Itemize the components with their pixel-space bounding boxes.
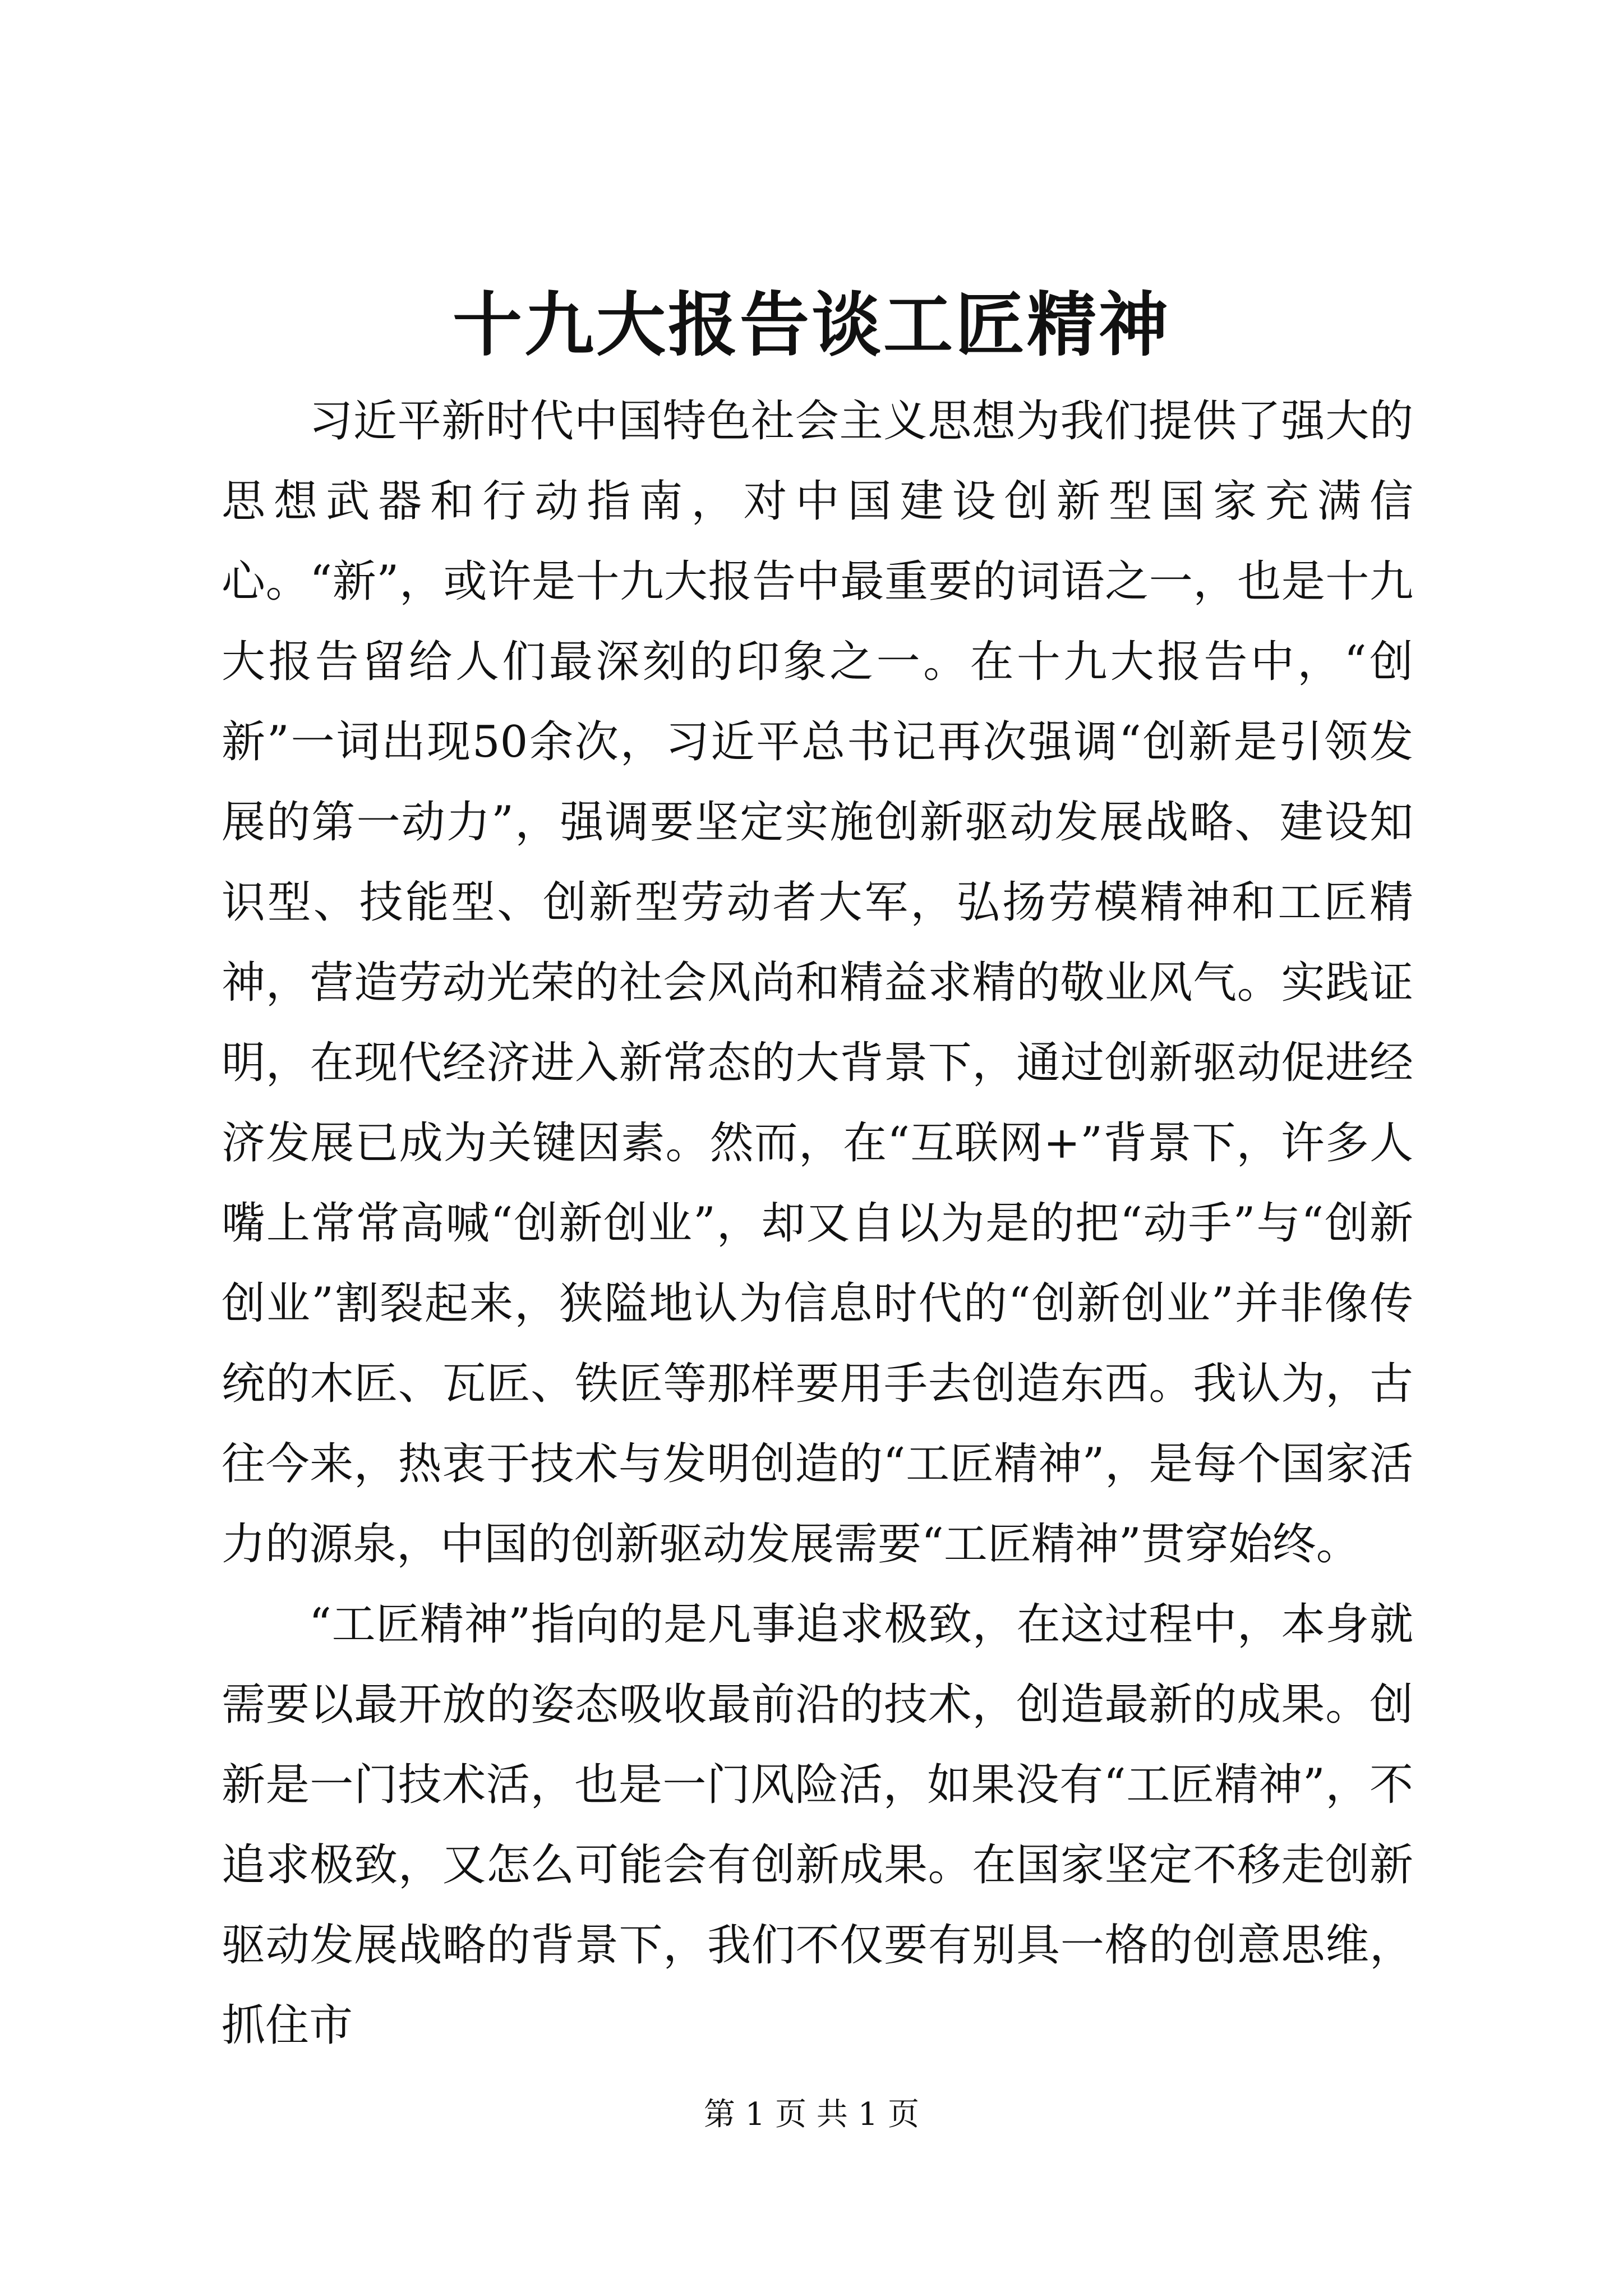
document-body bbox=[222, 381, 1413, 2066]
paragraph-2: “工匠精神”指向的是凡事追求极致，在这过程中，本身就需要以最开放的姿态吸收最前沿的技术，创造最新的成果。创新是一门技术活，也是一门风险活，如果没有“工匠精神”，不追求极致，又怎么可能会有创新成果。在国家坚定不移走创新驱动发展战略的背景下，我们不仅要有别具一格的创意思维，抓住市 bbox=[222, 1599, 1413, 2051]
paragraph-1: 习近平新时代中国特色社会主义思想为我们提供了强大的思想武器和行动指南，对中国建设创新型国家充满信心。“新”，或许是十九大报告中最重要的词语之一，也是十九大报告留给人们最深刻的印象之一。在十九大报告中，“创新”一词出现50余次，习近平总书记再次强调“创新是引领发展的第一动力”，强调要坚定实施创新驱动发展战略、建设知识型、技能型、创新型劳动者大军，弘扬劳模精神和工匠精神，营造劳动光荣的社会风尚和精益求精的敬业风气。实践证明，在现代经济进入新常态的大背景下，通过创新驱动促进经济发展已成为关键因素。然而，在“互联网+”背景下，许多人嘴上常常高喊“创新创业”，却又自以为是的把“动手”与“创新创业”割裂起来，狭隘地认为信息时代的“创新创业”并非像传统的木匠、瓦匠、铁匠等那样要用手去创造东西。我认为，古往今来，热衷于技术与发明创造的“工匠精神”，是每个国家活力的源泉，中国的创新驱动发展需要“工匠精神”贯穿始终。 bbox=[222, 396, 1413, 1570]
page-footer: 第 1 页 共 1 页 bbox=[703, 2096, 920, 2133]
document-title: 十九大报告谈工匠精神 bbox=[452, 284, 1170, 366]
